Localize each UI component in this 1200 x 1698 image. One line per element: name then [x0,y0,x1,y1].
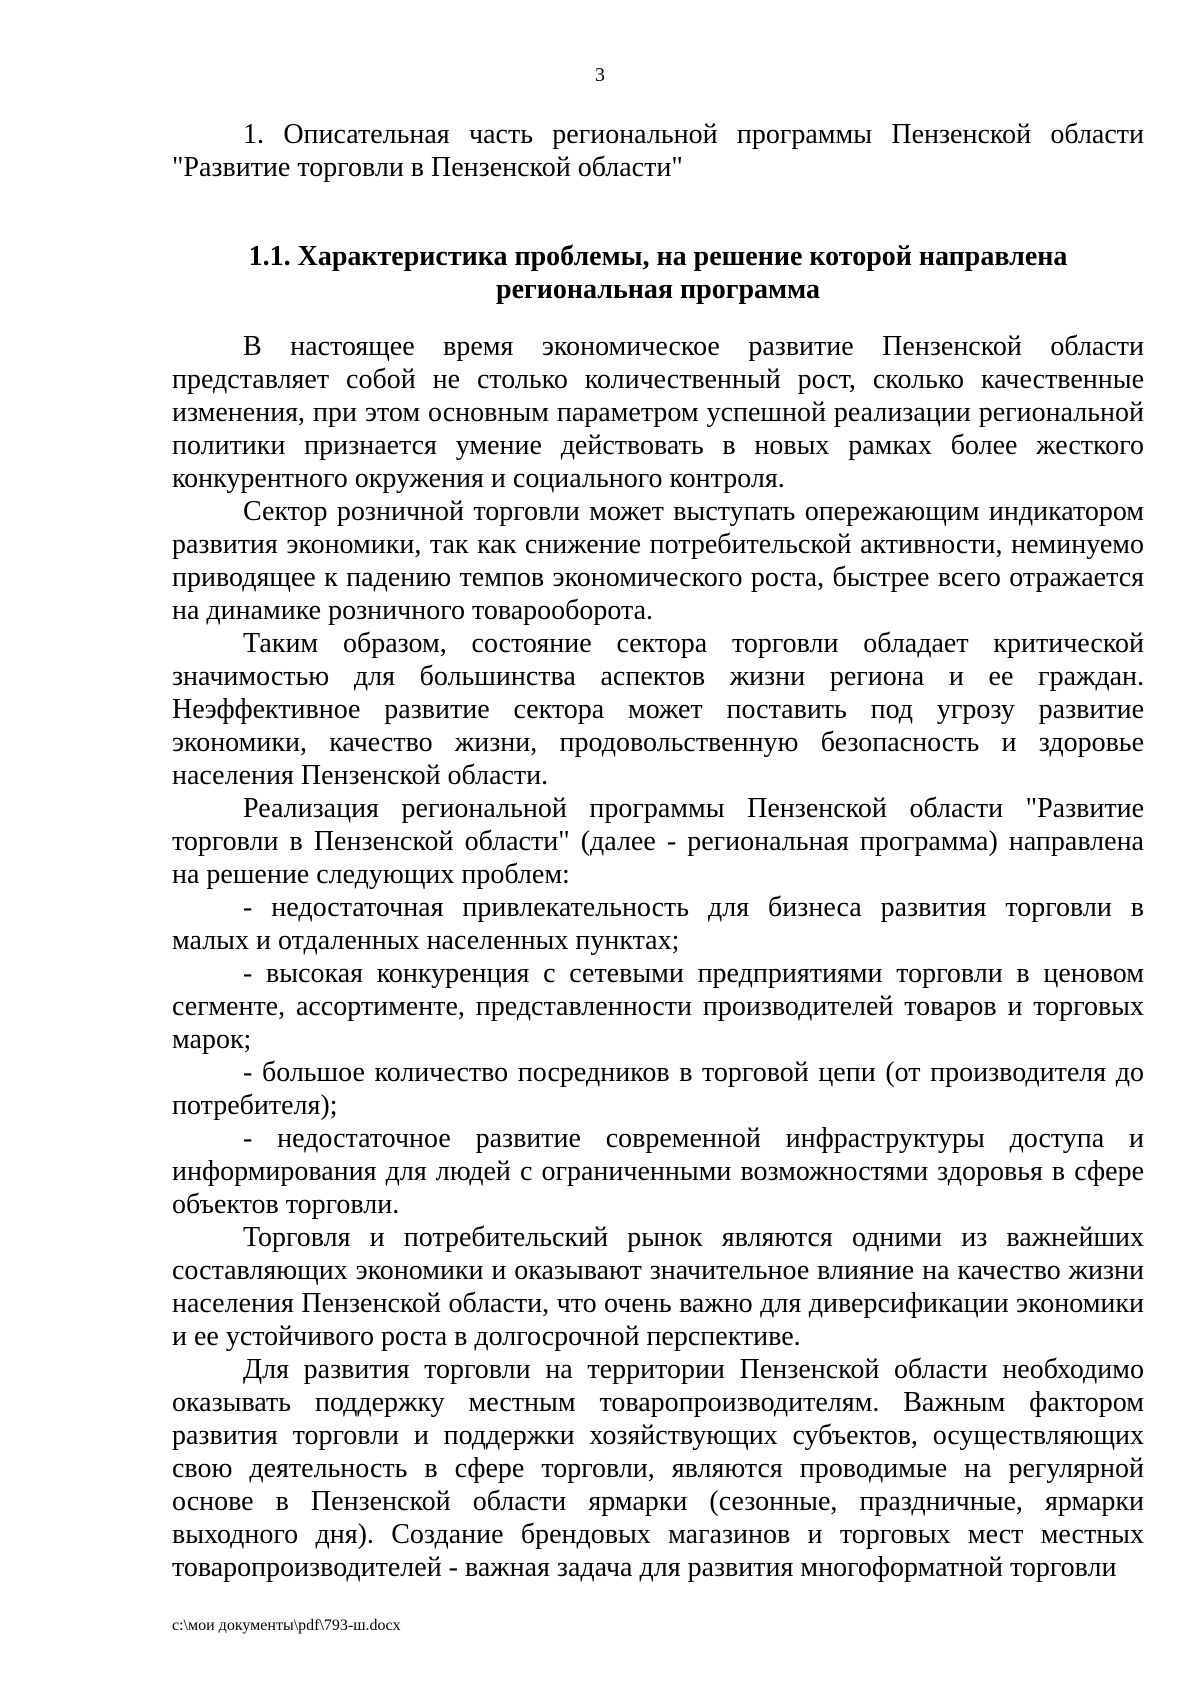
footer-file-path: c:\мои документы\pdf\793-ш.docx [172,1617,401,1634]
list-item: - недостаточное развитие современной инфраструктуры доступа и информирования для людей с ограниченными возможностями здоровья в сфере объектов торговли. [172,1123,1144,1220]
paragraph: Таким образом, состояние сектора торговли обладает критической значимостью для большинства аспектов жизни региона и ее граждан. Неэффективное развитие сектора может поставить под угрозу развитие экономики, качество жизни, продовольственную безопасность и здоровье населения Пензенской области. [172,628,1144,791]
page-number: 3 [595,64,605,86]
paragraph: Торговля и потребительский рынок являются одними из важнейших составляющих экономики и оказывают значительное влияние на качество жизни населения Пензенской области, что очень важно для диверсификации экономики и ее устойчивого роста в долгосрочной перспективе. [172,1222,1144,1352]
paragraph: Реализация региональной программы Пензенской области "Развитие торговли в Пензенской области" (далее - региональная программа) направлена на решение следующих проблем: [172,793,1144,890]
subsection-title-line2: региональная программа [496,274,820,305]
paragraph: Для развития торговли на территории Пензенской области необходимо оказывать поддержку местным товаропроизводителям. Важным фактором развития торговли и поддержки хозяйствующих субъектов, осуществляющих свою деятельность в сфере торговли, являются проводимые на регулярной основе в Пензенской области ярмарки (сезонные, праздничные, ярмарки выходного дня). Создание брендовых магазинов и торговых мест местных товаропроизводителей - важная задача для развития многоформатной торговли [172,1354,1144,1583]
list-item: - большое количество посредников в торговой цепи (от производителя до потребителя); [172,1057,1144,1121]
paragraph: В настоящее время экономическое развитие Пензенской области представляет собой не столько количественный рост, сколько качественные изменения, при этом основным параметром успешной реализации региональной политики признается умение действовать в новых рамках более жесткого конкурентного окружения и социального контроля. [172,331,1144,494]
list-item: - высокая конкуренция с сетевыми предприятиями торговли в ценовом сегменте, ассортименте, представленности производителей товаров и торговых марок; [172,958,1144,1055]
section-title: 1. Описательная часть региональной программы Пензенской области "Развитие торговли в Пензенской области" [172,119,1144,183]
paragraph: Сектор розничной торговли может выступать опережающим индикатором развития экономики, так как снижение потребительской активности, неминуемо приводящее к падению темпов экономического роста, быстрее всего отражается на динамике розничного товарооборота. [172,496,1144,626]
subsection-title-line1: 1.1. Характеристика проблемы, на решение которой направлена [248,241,1068,272]
subsection-title [172,240,1144,306]
page-content [172,118,1144,1584]
list-item: - недостаточная привлекательность для бизнеса развития торговли в малых и отдаленных населенных пунктах; [172,892,1144,956]
